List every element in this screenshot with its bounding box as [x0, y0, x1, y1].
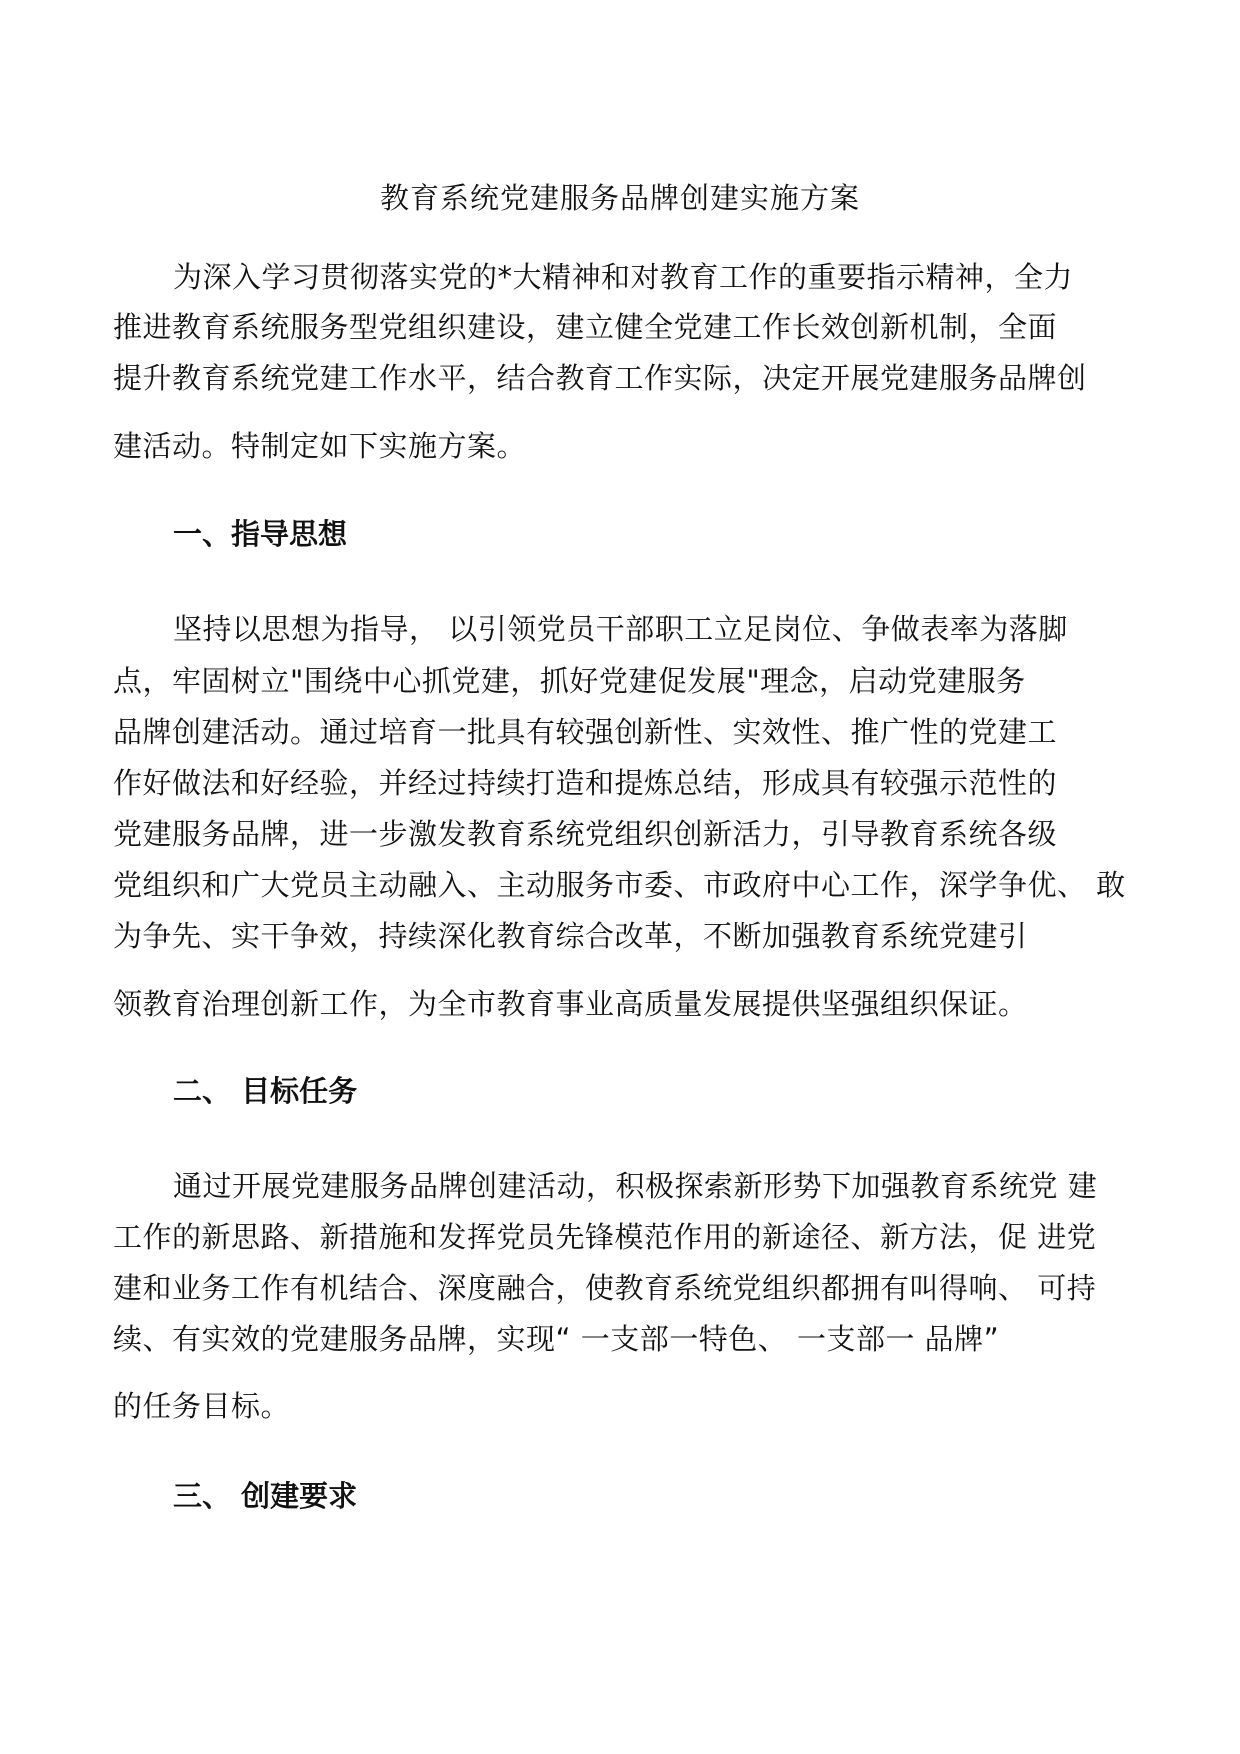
document-title: 教育系统党建服务品牌创建实施方案 — [379, 181, 860, 215]
section1-line: 党组织和广大党员主动融入、主动服务市委、市政府中心工作，深学争优、 敢 — [113, 868, 1126, 902]
section1-line: 作好做法和好经验，并经过持续打造和提炼总结，形成具有较强示范性的 — [113, 766, 1058, 800]
intro-line: 为深入学习贯彻落实党的*大精神和对教育工作的重要指示精神，全力 — [173, 260, 1074, 294]
section2-line: 工作的新思路、新措施和发挥党员先锋模范作用的新途径、新方法，促 进党 — [113, 1220, 1097, 1254]
section2-line: 的任务目标。 — [113, 1389, 291, 1423]
section1-line: 品牌创建活动。通过培育一批具有较强创新性、实效性、推广性的党建工 — [113, 715, 1058, 749]
intro-line: 提升教育系统党建工作水平，结合教育工作实际，决定开展党建服务品牌创 — [113, 361, 1087, 395]
section1-line: 点，牢固树立"围绕中心抓党建，抓好党建促发展"理念，启动党建服务 — [113, 664, 1026, 698]
section1-line: 党建服务品牌，进一步激发教育系统党组织创新活力，引导教育系统各级 — [113, 817, 1058, 851]
section2-line: 续、有实效的党建服务品牌，实现“ 一支部一特色、 一支部一 品牌” — [113, 1322, 1000, 1356]
section-heading-goals: 二、 目标任务 — [173, 1074, 358, 1108]
section1-line: 坚持以思想为指导， 以引领党员干部职工立足岗位、争做表率为落脚 — [173, 612, 1068, 646]
section2-line: 通过开展党建服务品牌创建活动，积极探索新形势下加强教育系统党 建 — [173, 1169, 1098, 1203]
section1-line: 领教育治理创新工作，为全市教育事业高质量发展提供坚强组织保证。 — [113, 987, 1028, 1021]
intro-line: 建活动。特制定如下实施方案。 — [113, 429, 527, 463]
section-heading-requirements: 三、 创建要求 — [173, 1479, 358, 1513]
section2-line: 建和业务工作有机结合、深度融合，使教育系统党组织都拥有叫得响、 可持 — [113, 1271, 1097, 1305]
section1-line: 为争先、实干争效，持续深化教育综合改革，不断加强教育系统党建引 — [113, 919, 1028, 953]
intro-line: 推进教育系统服务型党组织建设，建立健全党建工作长效创新机制，全面 — [113, 310, 1058, 344]
section-heading-guiding-ideology: 一、指导思想 — [173, 517, 348, 551]
